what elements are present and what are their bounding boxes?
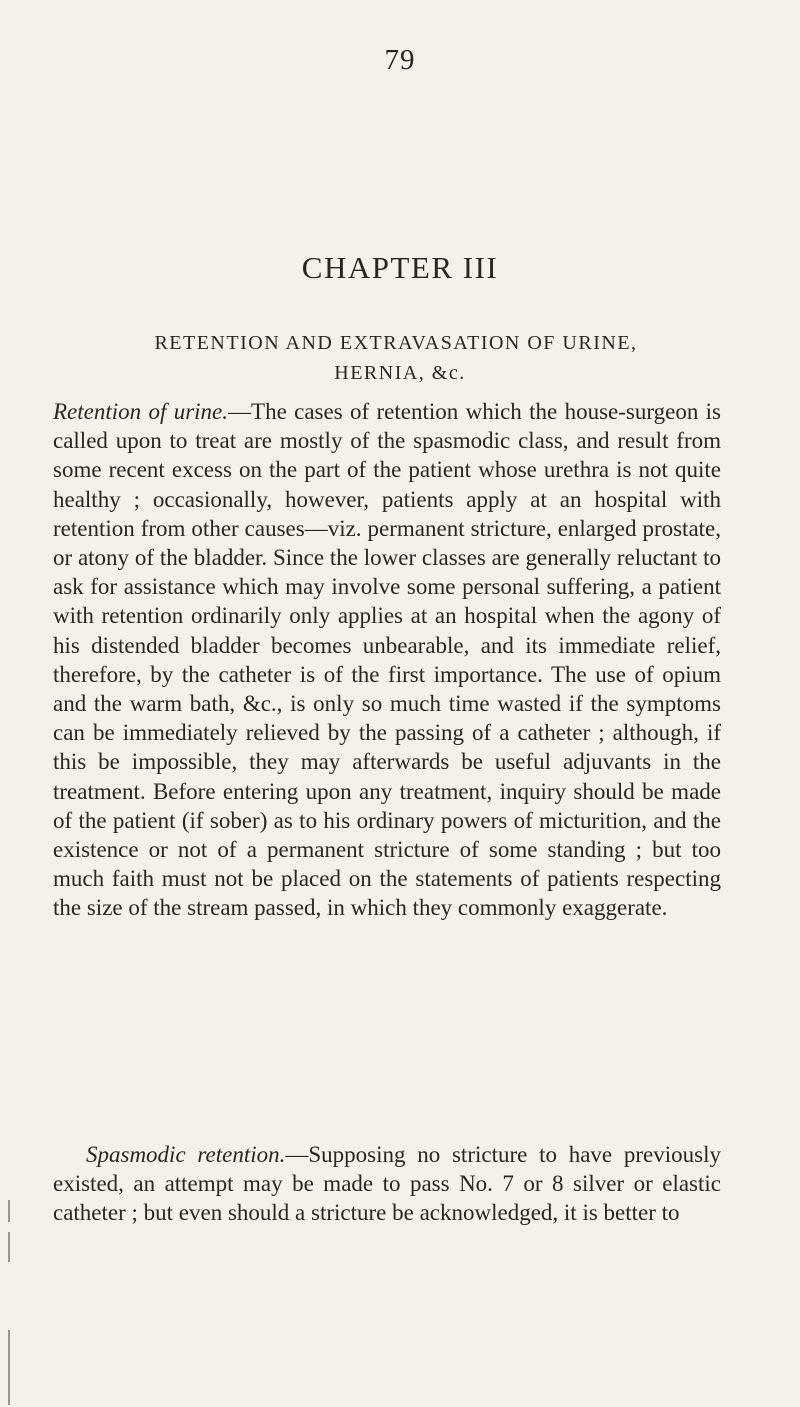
chapter-subtitle-line-2: HERNIA, &c. (334, 362, 466, 384)
paragraph-title: Retention of urine. (53, 399, 229, 424)
chapter-subtitle (0, 328, 800, 388)
margin-mark (8, 1330, 10, 1405)
paragraph-title: Spasmodic retention. (86, 1142, 286, 1167)
margin-mark (8, 1200, 10, 1222)
chapter-subtitle-line-1: RETENTION AND EXTRAVASATION OF URINE, (154, 332, 638, 354)
paragraph-spasmodic-retention (53, 1140, 721, 1228)
margin-mark (8, 1232, 10, 1262)
page-number: 79 (384, 44, 416, 76)
paragraph-text: —Supposing no stricture to have previously existed, an attempt may be made to pass No. 7 or 8 silver or elastic catheter ; but even should a stricture be acknowledged, it is better to (53, 1142, 721, 1226)
chapter-heading: CHAPTER III (301, 250, 499, 285)
paragraph-retention-of-urine (53, 397, 721, 923)
paragraph-text: —The cases of retention which the house-surgeon is called upon to treat are mostly of the spasmodic class, and result from some recent excess on the part of the patient whose urethra is not quite healthy ; occasionally, however, patients apply at an hospital with retention from other causes—viz. permanent stricture, enlarged prostate, or atony of the bladder. Since the lower classes are generally reluctant to ask for assistance which may involve some personal suffering, a patient with retention ordinarily only applies at an hospital when the agony of his distended bladder becomes unbearable, and its immediate relief, therefore, by the catheter is of the first importance. The use of opium and the warm bath, &c., is only so much time wasted if the symptoms can be immediately relieved by the passing of a catheter ; although, if this be impossible, they may afterwards be useful adjuvants in the treatment. Before entering upon any treatment, inquiry should be made of the patient (if sober) as to his ordinary powers of micturition, and the existence or not of a permanent stricture of some standing ; but too much faith must not be placed on the statements of patients respecting the size of the stream passed, in which they commonly exaggerate. (53, 399, 722, 921)
